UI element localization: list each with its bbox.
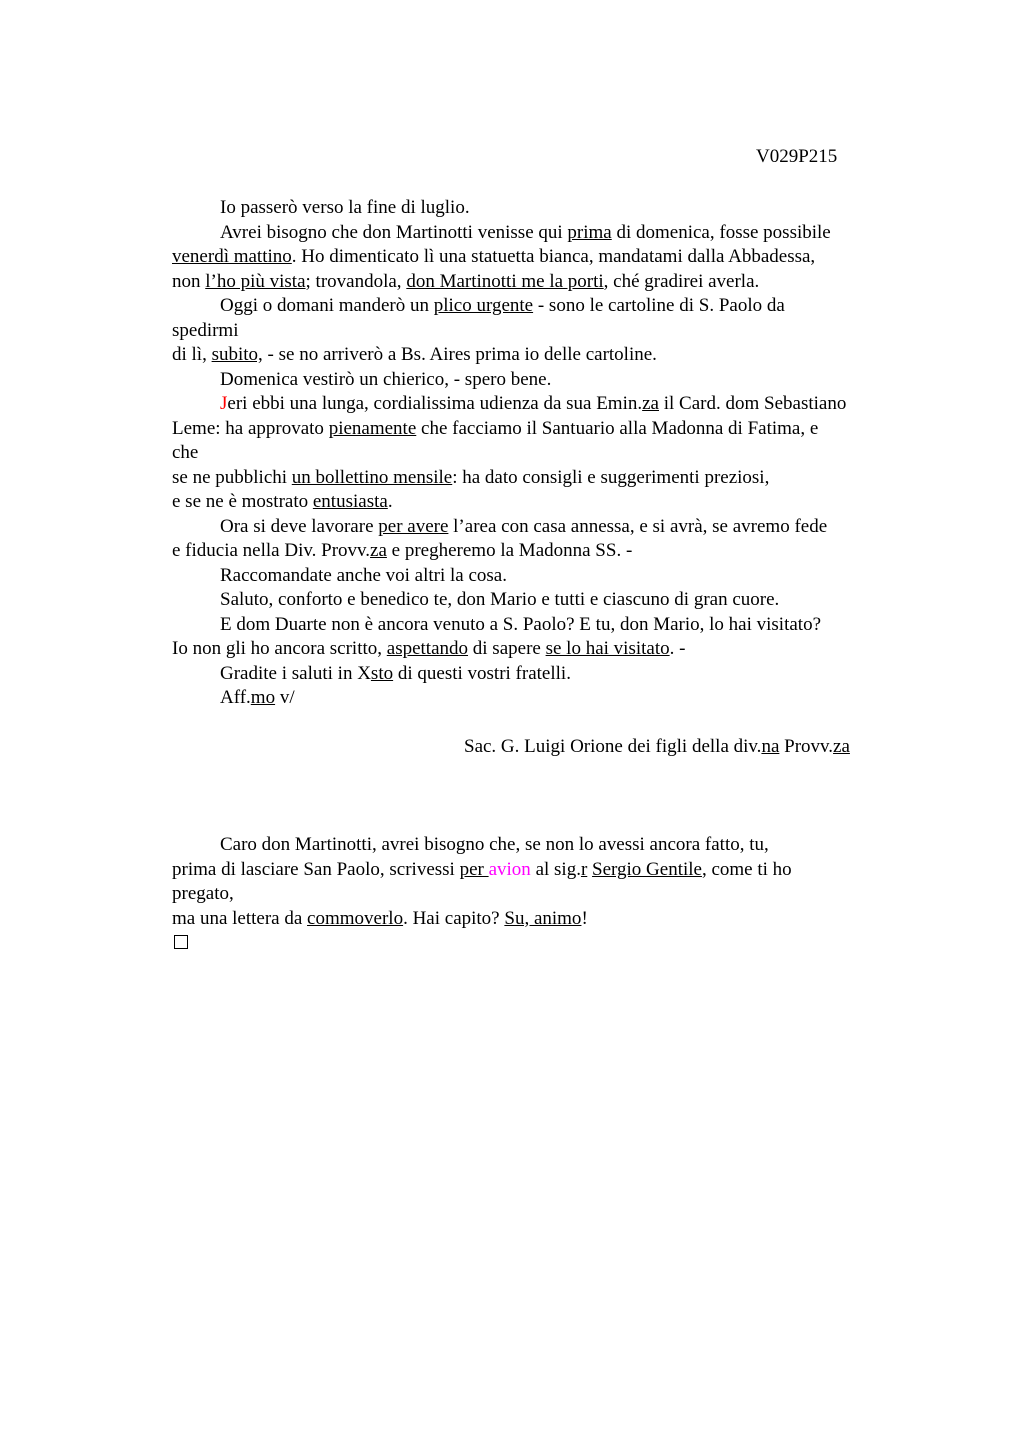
text-line xyxy=(172,343,912,368)
signature xyxy=(172,735,912,760)
text-line xyxy=(172,392,912,417)
text-run: ! xyxy=(581,907,588,929)
text-run: e se ne è mostrato xyxy=(172,491,313,512)
text-run: il Card. dom Sebastiano xyxy=(659,393,847,414)
text-line xyxy=(172,539,912,564)
text-run: pregato, xyxy=(172,883,234,904)
text-line xyxy=(172,907,912,932)
underlined-text: za xyxy=(833,736,850,757)
text-line xyxy=(172,882,912,907)
text-run: Gradite i saluti in X xyxy=(220,662,371,684)
underlined-text: r xyxy=(580,858,588,880)
text-run: l’area con casa annessa, e si avrà, se avremo fede xyxy=(448,515,828,537)
text-run: Saluto, conforto e benedico te, don Mario e tutti e ciascuno di gran cuore. xyxy=(220,589,780,610)
blank-line xyxy=(172,711,912,736)
text-line xyxy=(172,686,912,711)
postscript xyxy=(172,833,912,931)
text-line xyxy=(172,196,912,221)
text-run: , come ti ho xyxy=(701,858,792,880)
text-run: prima di lasciare San Paolo, scrivessi xyxy=(172,858,460,880)
text-run: ma una lettera da xyxy=(172,907,308,929)
underlined-text: venerdì mattino xyxy=(172,246,292,267)
text-run: se ne pubblichi xyxy=(172,466,292,488)
text-line xyxy=(172,221,912,246)
text-line xyxy=(172,564,912,589)
text-line xyxy=(172,490,912,515)
text-line xyxy=(172,294,912,319)
text-run: . Hai capito? xyxy=(403,907,505,929)
text-run: Io non gli ho ancora scritto, xyxy=(172,638,387,659)
text-run: di lì, xyxy=(172,344,212,365)
text-line xyxy=(172,368,912,393)
text-line xyxy=(172,662,912,687)
text-run: Caro don Martinotti, avrei bisogno che, se non lo avessi ancora fatto, tu, xyxy=(220,834,769,855)
text-run: Sac. G. Luigi Orione dei figli della div. xyxy=(464,736,762,757)
text-run: E dom Duarte non è ancora venuto a S. Paolo? E tu, don Mario, lo hai visitato? xyxy=(220,613,821,635)
underlined-text: entusiasta xyxy=(312,491,388,512)
letter-body xyxy=(172,196,912,956)
underlined-text: za xyxy=(642,393,659,414)
underlined-text: don Martinotti me la porti xyxy=(406,270,604,292)
colored-text: avion xyxy=(488,858,531,880)
text-run: non xyxy=(172,270,206,292)
text-run: Ora si deve lavorare xyxy=(220,515,379,537)
text-line xyxy=(172,637,912,662)
text-run: e pregheremo la Madonna SS. - xyxy=(386,540,633,561)
text-run: di questi vostri fratelli. xyxy=(393,662,571,684)
text-run: Aff. xyxy=(220,687,251,708)
blank-line xyxy=(172,809,912,834)
end-marker-line xyxy=(172,931,912,956)
text-line xyxy=(172,833,912,858)
text-run: Io passerò verso la fine di luglio. xyxy=(220,197,470,218)
underlined-text: za xyxy=(370,540,387,561)
underlined-text: un bollettino mensile xyxy=(291,466,453,488)
empty-box-icon xyxy=(174,935,188,949)
text-run: v/ xyxy=(275,687,295,708)
underlined-text: se lo hai visitato xyxy=(545,638,670,659)
text-run: Avrei bisogno che don Martinotti venisse qui xyxy=(220,221,568,243)
underlined-text: commoverlo xyxy=(307,907,404,929)
blank-line xyxy=(172,760,912,785)
underlined-text: per avere xyxy=(378,515,449,537)
text-run: al sig. xyxy=(530,858,581,880)
text-run: spedirmi xyxy=(172,319,239,341)
underlined-text: subito, xyxy=(211,344,263,365)
text-line xyxy=(172,613,912,638)
underlined-text: na xyxy=(761,736,780,757)
text-run: eri ebbi una lunga, cordialissima udienza da sua Emin. xyxy=(227,393,643,414)
text-run: , ché gradirei averla. xyxy=(603,270,760,292)
text-run: che facciamo il Santuario alla Madonna di Fatima, e xyxy=(416,417,819,439)
text-run: Raccomandate anche voi altri la cosa. xyxy=(220,564,507,586)
text-line xyxy=(172,270,912,295)
text-run: - se no arriverò a Bs. Aires prima io delle cartoline. xyxy=(262,344,657,365)
text-line xyxy=(172,858,912,883)
text-run: Oggi o domani manderò un xyxy=(220,295,434,316)
text-run: Provv. xyxy=(779,736,834,757)
text-run: e fiducia nella Div. Provv. xyxy=(172,540,371,561)
text-line xyxy=(172,515,912,540)
underlined-text: l’ho più vista xyxy=(205,270,306,292)
text-run: - sono le cartoline di S. Paolo da xyxy=(533,295,785,316)
underlined-text: aspettando xyxy=(386,638,469,659)
document-code: V029P215 xyxy=(756,146,838,167)
text-line xyxy=(172,466,912,491)
text-line xyxy=(172,588,912,613)
text-run: di domenica, fosse possibile xyxy=(611,221,831,243)
text-run: ; trovandola, xyxy=(305,270,407,292)
underlined-text: Sergio Gentile xyxy=(592,858,702,880)
underlined-text: plico urgente xyxy=(433,295,534,316)
underlined-text: sto xyxy=(370,662,394,684)
text-run: . Ho dimenticato lì una statuetta bianca, mandatami dalla Abbadessa, xyxy=(291,246,816,267)
underlined-text: pienamente xyxy=(328,417,417,439)
underlined-text: mo xyxy=(250,687,276,708)
text-line xyxy=(172,417,912,442)
text-run: Leme: ha approvato xyxy=(172,417,329,439)
text-line xyxy=(172,245,912,270)
underlined-text: Su, animo xyxy=(504,907,582,929)
letter-paragraphs xyxy=(172,196,912,711)
underlined-text: prima xyxy=(567,221,612,243)
blank-line xyxy=(172,784,912,809)
colored-text: J xyxy=(220,393,228,414)
text-line xyxy=(172,319,912,344)
text-line xyxy=(172,441,912,466)
text-run: : ha dato consigli e suggerimenti preziosi, xyxy=(452,466,770,488)
text-run: di sapere xyxy=(468,638,546,659)
text-run: . - xyxy=(669,638,686,659)
underlined-text: per xyxy=(459,858,489,880)
text-run: . xyxy=(387,491,393,512)
text-run: che xyxy=(172,442,199,463)
text-run: Domenica vestirò un chierico, - spero bene. xyxy=(220,368,552,390)
